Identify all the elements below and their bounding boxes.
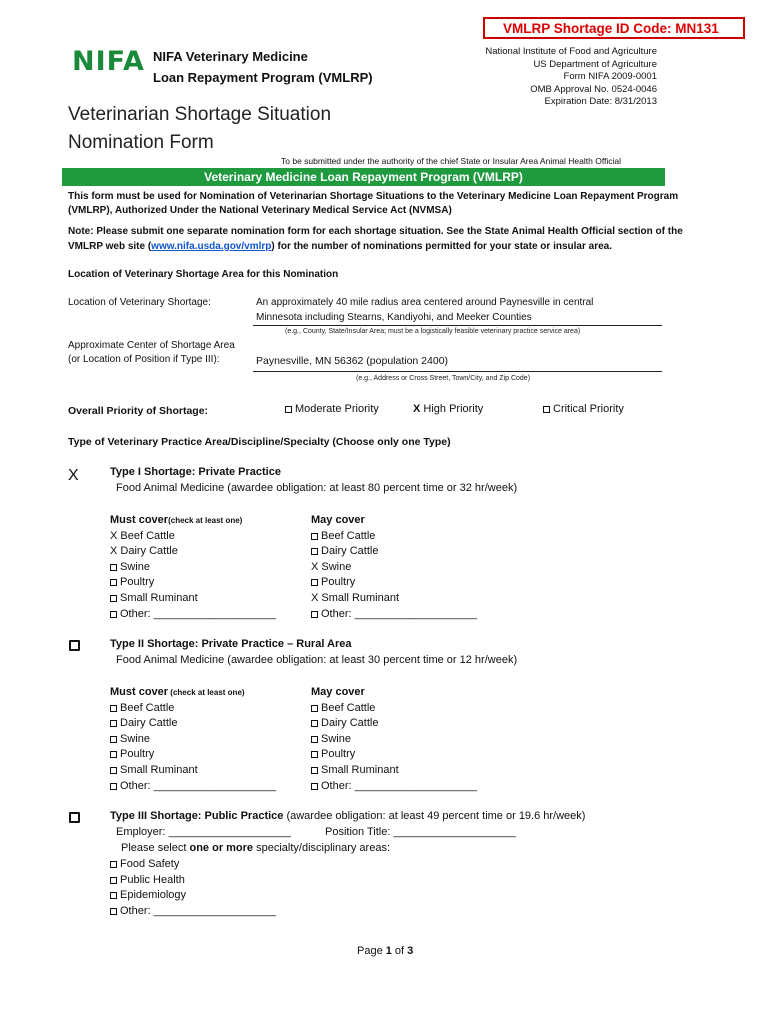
checkbox-icon [311, 705, 318, 712]
type2-subtitle: Food Animal Medicine (awardee obligation: at least 30 percent time or 12 hr/week) [116, 654, 518, 666]
center-underline [253, 371, 662, 372]
priority-label: Overall Priority of Shortage: [68, 405, 209, 417]
type1-must-item[interactable]: Other: ____________________ [110, 607, 276, 623]
type3-checkbox[interactable] [69, 812, 80, 823]
type1-may-column: May cover Beef Cattle Dairy Cattle X Swine Poultry X Small Ruminant Other: ____________________ [311, 513, 477, 622]
agency-line: OMB Approval No. 0524-0046 [530, 83, 657, 95]
type2-must-item[interactable]: Poultry [110, 747, 276, 763]
type2-may-item[interactable]: Dairy Cattle [311, 716, 477, 732]
note-line2: VMLRP web site (www.nifa.usda.gov/vmlrp) for the number of nominations permitted for your state or insular area. [68, 241, 612, 252]
type2-may-column: May cover Beef Cattle Dairy Cattle Swine Poultry Small Ruminant Other: ____________________ [311, 685, 477, 794]
type1-selected-mark[interactable]: X [68, 467, 79, 484]
type3-employer-field[interactable]: Employer: ____________________ [116, 826, 291, 838]
type2-title: Type II Shortage: Private Practice – Rural Area [110, 638, 352, 650]
type3-select-instruction: Please select one or more specialty/disciplinary areas: [121, 842, 391, 854]
checkbox-icon [311, 548, 318, 555]
agency-line: US Department of Agriculture [533, 58, 657, 70]
type1-must-item[interactable]: Swine [110, 560, 276, 576]
checkbox-icon [110, 736, 117, 743]
type1-may-item[interactable]: X Small Ruminant [311, 591, 400, 604]
type2-must-item[interactable]: Swine [110, 732, 276, 748]
type3-areas [110, 857, 276, 919]
checkbox-icon [311, 579, 318, 586]
type2-may-item[interactable]: Small Ruminant [311, 763, 477, 779]
agency-block [485, 46, 657, 109]
checkbox-icon [110, 595, 117, 602]
checkbox-icon [311, 611, 318, 618]
checked-mark: X [413, 403, 421, 415]
priority-critical-option[interactable]: Critical Priority [543, 403, 624, 415]
type3-area-item[interactable]: Public Health [110, 873, 276, 889]
type2-may-item[interactable]: Swine [311, 732, 477, 748]
checkbox-icon [110, 877, 117, 884]
checkbox-icon [110, 861, 117, 868]
authority-note: To be submitted under the authority of the chief State or Insular Area Animal Health Official [281, 156, 622, 166]
checkbox-icon [110, 783, 117, 790]
type2-must-item[interactable]: Beef Cattle [110, 701, 276, 717]
nifa-logo: NIFA [72, 46, 145, 77]
checkbox-icon [311, 767, 318, 774]
type1-subtitle: Food Animal Medicine (awardee obligation: at least 80 percent time or 32 hr/week) [116, 482, 518, 494]
center-label-line1: Approximate Center of Shortage Area [68, 340, 235, 351]
type1-must-column: Must cover(check at least one) X Beef Cattle X Dairy Cattle Swine Poultry Small Ruminant Other: ____________________ [110, 513, 276, 622]
type1-must-item[interactable]: X Beef Cattle [110, 529, 175, 542]
type2-must-column: Must cover (check at least one) Beef Cattle Dairy Cattle Swine Poultry Small Ruminant Other: ____________________ [110, 685, 276, 794]
checkbox-icon [285, 406, 292, 413]
checkbox-icon [311, 736, 318, 743]
type2-must-item[interactable]: Dairy Cattle [110, 716, 276, 732]
location-label: Location of Veterinary Shortage: [68, 297, 211, 308]
center-value[interactable]: Paynesville, MN 56362 (population 2400) [256, 355, 449, 367]
location-underline [253, 325, 662, 326]
agency-line: Form NIFA 2009-0001 [563, 71, 657, 83]
checkbox-icon [110, 564, 117, 571]
page-number: Page 1 of 3 [357, 945, 414, 957]
type1-may-item[interactable]: X Swine [311, 560, 352, 573]
checkbox-icon [543, 406, 550, 413]
location-value-line2[interactable]: Minnesota including Stearns, Kandiyohi, and Meeker Counties [256, 312, 532, 323]
vmlrp-website-link[interactable]: www.nifa.usda.gov/vmlrp [151, 241, 272, 252]
type1-must-item[interactable]: Small Ruminant [110, 591, 276, 607]
type3-title: Type III Shortage: Public Practice (awardee obligation: at least 49 percent time or 19.6 hr/week) [110, 810, 586, 822]
type2-must-item[interactable]: Small Ruminant [110, 763, 276, 779]
center-label-line2: (or Location of Position if Type III): [68, 354, 220, 365]
type2-may-item[interactable]: Poultry [311, 747, 477, 763]
checkbox-icon [110, 611, 117, 618]
type1-must-item[interactable]: X Dairy Cattle [110, 545, 178, 558]
type2-must-item[interactable]: Other: ____________________ [110, 779, 276, 795]
type3-area-item[interactable]: Other: ____________________ [110, 904, 276, 920]
type1-may-item[interactable]: Poultry [311, 575, 477, 591]
type1-may-item[interactable]: Other: ____________________ [311, 607, 477, 623]
shortage-id-code: VMLRP Shortage ID Code: MN131 [483, 17, 745, 39]
form-title-line1: Veterinarian Shortage Situation [68, 104, 332, 125]
program-banner: Veterinary Medicine Loan Repayment Program (VMLRP) [62, 168, 665, 186]
location-heading: Location of Veterinary Shortage Area for this Nomination [68, 269, 339, 280]
checkbox-icon [110, 705, 117, 712]
note-line1: Note: Please submit one separate nomination form for each shortage situation. See the State Animal Health Official section of the [68, 226, 683, 237]
checkbox-icon [110, 579, 117, 586]
intro-line1: This form must be used for Nomination of Veterinarian Shortage Situations to the Veterinary Medicine Loan Repayment Program [68, 191, 679, 202]
type1-must-item[interactable]: Poultry [110, 575, 276, 591]
checkbox-icon [110, 892, 117, 899]
type3-position-field[interactable]: Position Title: ____________________ [325, 826, 516, 838]
checkbox-icon [110, 767, 117, 774]
priority-high-option[interactable]: X High Priority [413, 403, 484, 415]
program-name-line1: NIFA Veterinary Medicine [153, 49, 308, 64]
type-heading: Type of Veterinary Practice Area/Discipline/Specialty (Choose only one Type) [68, 436, 451, 448]
type2-may-item[interactable]: Other: ____________________ [311, 779, 477, 795]
priority-moderate-option[interactable]: Moderate Priority [285, 403, 379, 415]
type3-area-item[interactable]: Epidemiology [110, 888, 276, 904]
form-title-line2: Nomination Form [68, 132, 214, 153]
program-name-line2: Loan Repayment Program (VMLRP) [153, 70, 373, 85]
type2-checkbox[interactable] [69, 640, 80, 651]
checkbox-icon [110, 751, 117, 758]
agency-line: Expiration Date: 8/31/2013 [544, 96, 657, 108]
checkbox-icon [311, 720, 318, 727]
type1-may-item[interactable]: Beef Cattle [311, 529, 477, 545]
type3-area-item[interactable]: Food Safety [110, 857, 276, 873]
location-value-line1[interactable]: An approximately 40 mile radius area centered around Paynesville in central [256, 297, 594, 308]
intro-line2: (VMLRP), Authorized Under the National Veterinary Medical Service Act (NVMSA) [68, 205, 452, 216]
center-hint: (e.g., Address or Cross Street, Town/City, and Zip Code) [356, 375, 531, 382]
agency-line: National Institute of Food and Agriculture [485, 46, 657, 57]
type1-title: Type I Shortage: Private Practice [110, 466, 281, 478]
checkbox-icon [311, 783, 318, 790]
checkbox-icon [110, 908, 117, 915]
checkbox-icon [311, 751, 318, 758]
checkbox-icon [311, 533, 318, 540]
checkbox-icon [110, 720, 117, 727]
type2-may-item[interactable]: Beef Cattle [311, 701, 477, 717]
location-hint: (e.g., County, State/Insular Area; must be a logistically feasible veterinary practice service area) [285, 328, 581, 335]
type1-may-item[interactable]: Dairy Cattle [311, 544, 477, 560]
